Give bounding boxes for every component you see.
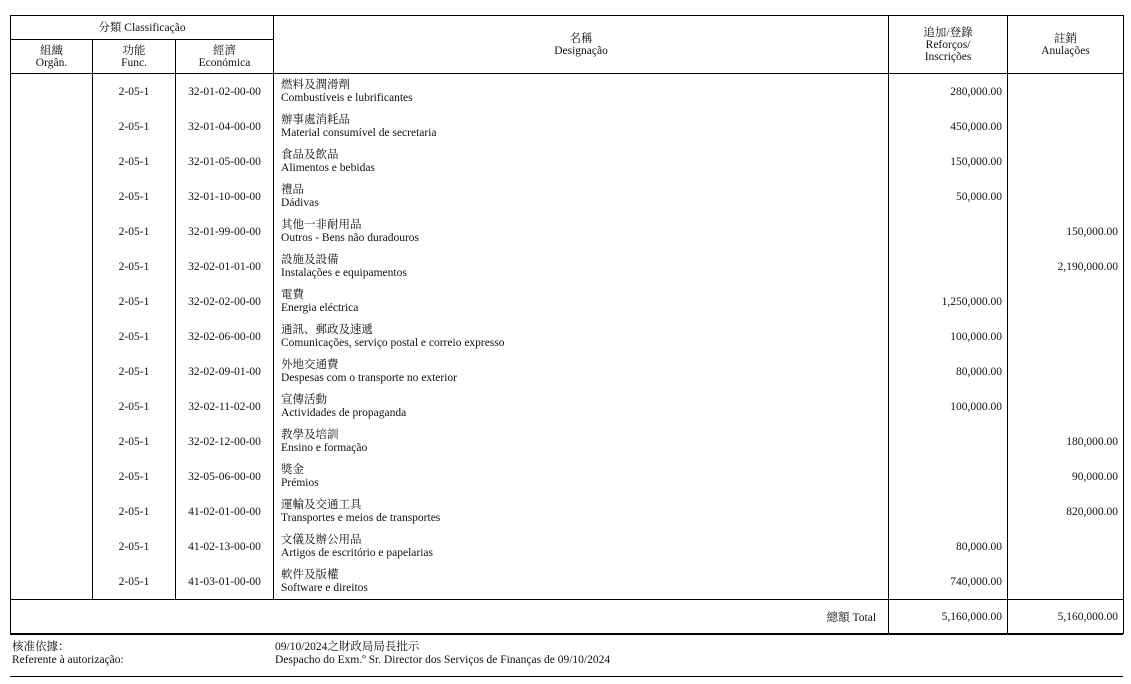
designation-cell <box>274 494 889 529</box>
function-code: 2-05-1 <box>93 144 176 179</box>
economic-code: 32-02-06-00-00 <box>176 319 274 354</box>
designation-header-zh: 名稱 <box>569 32 593 45</box>
designation-pt: Outros - Bens não duradouros <box>281 231 419 244</box>
organ-cell <box>11 319 93 354</box>
economic-code: 32-01-10-00-00 <box>176 179 274 214</box>
economic-code: 32-05-06-00-00 <box>176 459 274 494</box>
function-code: 2-05-1 <box>93 284 176 319</box>
annulment-header <box>1008 16 1124 74</box>
economic-code: 41-02-13-00-00 <box>176 529 274 564</box>
annulment-value: 820,000.00 <box>1008 494 1124 529</box>
reinforcement-value: 80,000.00 <box>889 529 1008 564</box>
total-row <box>11 600 1124 634</box>
annulment-value: 2,190,000.00 <box>1008 249 1124 284</box>
designation-cell <box>274 284 889 319</box>
function-code: 2-05-1 <box>93 354 176 389</box>
designation-cell <box>274 109 889 144</box>
organ-header <box>11 40 93 74</box>
function-header <box>93 40 176 74</box>
table-row <box>11 74 1124 110</box>
designation-cell <box>274 389 889 424</box>
economic-code: 32-02-09-01-00 <box>176 354 274 389</box>
economic-code: 32-02-11-02-00 <box>176 389 274 424</box>
reinforcement-header-zh: 追加/登錄 <box>923 26 973 39</box>
designation-pt: Artigos de escritório e papelarias <box>281 546 434 559</box>
designation-zh: 電費 <box>281 289 305 301</box>
function-code: 2-05-1 <box>93 179 176 214</box>
annulment-value <box>1008 74 1124 110</box>
authorization-dispatch-zh: 09/10/2024之財政局局長批示 <box>275 641 420 653</box>
reinforcement-header <box>889 16 1008 74</box>
reinforcement-value: 150,000.00 <box>889 144 1008 179</box>
reinforcement-value: 50,000.00 <box>889 179 1008 214</box>
reinforcement-value <box>889 214 1008 249</box>
designation-header-pt: Designação <box>554 44 608 57</box>
designation-cell <box>274 459 889 494</box>
annulment-header-pt: Anulações <box>1041 44 1090 57</box>
organ-cell <box>11 494 93 529</box>
table-row <box>11 109 1124 144</box>
designation-cell <box>274 144 889 179</box>
table-body <box>11 74 1124 600</box>
function-code: 2-05-1 <box>93 249 176 284</box>
designation-pt: Comunicações, serviço postal e correio expresso <box>281 336 505 349</box>
annulment-value <box>1008 529 1124 564</box>
total-reinforcement: 5,160,000.00 <box>889 600 1008 634</box>
economic-code: 32-02-12-00-00 <box>176 424 274 459</box>
annulment-value <box>1008 179 1124 214</box>
designation-pt: Despesas com o transporte no exterior <box>281 371 457 384</box>
designation-cell <box>274 74 889 110</box>
designation-zh: 設施及設備 <box>281 254 339 266</box>
classification-header: 分類 Classificação <box>11 16 274 40</box>
annulment-value <box>1008 389 1124 424</box>
designation-zh: 食品及飲品 <box>281 149 339 161</box>
designation-zh: 獎金 <box>281 464 305 476</box>
table-row <box>11 564 1124 600</box>
reinforcement-value <box>889 459 1008 494</box>
total-label: 總額 Total <box>11 600 889 634</box>
reinforcement-header-pt1: Reforços/ <box>925 38 971 51</box>
reinforcement-value: 280,000.00 <box>889 74 1008 110</box>
function-header-zh: 功能 <box>122 44 146 57</box>
designation-zh: 文儀及辦公用品 <box>281 534 362 546</box>
organ-cell <box>11 284 93 319</box>
annulment-value <box>1008 354 1124 389</box>
table-row <box>11 354 1124 389</box>
reinforcement-value: 100,000.00 <box>889 319 1008 354</box>
function-code: 2-05-1 <box>93 424 176 459</box>
table-row <box>11 214 1124 249</box>
designation-pt: Ensino e formação <box>281 441 368 454</box>
designation-zh: 宣傳活動 <box>281 394 328 406</box>
organ-cell <box>11 109 93 144</box>
authorization-label-zh: 核准依據： <box>12 641 70 653</box>
organ-cell <box>11 424 93 459</box>
reinforcement-value <box>889 494 1008 529</box>
authorization-label-pt: Referente à autorização: <box>12 654 124 666</box>
authorization-label <box>12 641 124 667</box>
designation-zh: 通訊、郵政及速遞 <box>281 324 374 336</box>
designation-zh: 其他一非耐用品 <box>281 219 362 231</box>
function-code: 2-05-1 <box>93 564 176 600</box>
organ-header-pt: Orgân. <box>35 56 68 69</box>
organ-cell <box>11 529 93 564</box>
designation-zh: 軟件及版權 <box>281 569 339 581</box>
designation-pt: Prémios <box>281 476 319 489</box>
budget-table <box>10 15 1124 634</box>
reinforcement-header-pt2: Inscrições <box>924 50 972 63</box>
designation-cell <box>274 529 889 564</box>
organ-cell <box>11 144 93 179</box>
designation-zh: 辦事處消耗品 <box>281 114 351 126</box>
function-code: 2-05-1 <box>93 319 176 354</box>
table-row <box>11 529 1124 564</box>
reinforcement-value: 100,000.00 <box>889 389 1008 424</box>
reinforcement-value: 740,000.00 <box>889 564 1008 600</box>
designation-header <box>274 16 889 74</box>
annulment-value <box>1008 144 1124 179</box>
designation-pt: Alimentos e bebidas <box>281 161 375 174</box>
annulment-value <box>1008 284 1124 319</box>
function-code: 2-05-1 <box>93 494 176 529</box>
designation-zh: 燃料及潤滑劑 <box>281 79 351 91</box>
reinforcement-value: 450,000.00 <box>889 109 1008 144</box>
table-row <box>11 389 1124 424</box>
designation-cell <box>274 214 889 249</box>
reinforcement-value: 1,250,000.00 <box>889 284 1008 319</box>
reinforcement-value <box>889 249 1008 284</box>
reinforcement-value: 80,000.00 <box>889 354 1008 389</box>
designation-cell <box>274 424 889 459</box>
economic-code: 32-01-02-00-00 <box>176 74 274 110</box>
authorization-dispatch <box>275 641 610 667</box>
annulment-value <box>1008 319 1124 354</box>
organ-cell <box>11 179 93 214</box>
designation-zh: 運輸及交通工具 <box>281 499 362 511</box>
designation-pt: Instalações e equipamentos <box>281 266 407 279</box>
table-row <box>11 424 1124 459</box>
designation-cell <box>274 354 889 389</box>
designation-zh: 禮品 <box>281 184 305 196</box>
function-code: 2-05-1 <box>93 214 176 249</box>
economic-code: 32-02-02-00-00 <box>176 284 274 319</box>
designation-pt: Combustíveis e lubrificantes <box>281 91 413 104</box>
organ-cell <box>11 214 93 249</box>
annulment-header-zh: 註銷 <box>1054 32 1078 45</box>
designation-pt: Dádivas <box>281 196 319 209</box>
designation-pt: Energia eléctrica <box>281 301 359 314</box>
organ-cell <box>11 74 93 110</box>
function-code: 2-05-1 <box>93 389 176 424</box>
function-header-pt: Func. <box>121 56 147 69</box>
function-code: 2-05-1 <box>93 109 176 144</box>
total-annulment: 5,160,000.00 <box>1008 600 1124 634</box>
table-row <box>11 179 1124 214</box>
economic-header-zh: 經濟 <box>213 44 236 57</box>
economic-code: 32-01-05-00-00 <box>176 144 274 179</box>
economic-code: 32-01-04-00-00 <box>176 109 274 144</box>
designation-zh: 教學及培訓 <box>281 429 339 441</box>
table-row <box>11 459 1124 494</box>
organ-header-zh: 組織 <box>40 44 63 57</box>
economic-code: 32-01-99-00-00 <box>176 214 274 249</box>
table-row <box>11 144 1124 179</box>
organ-cell <box>11 249 93 284</box>
designation-cell <box>274 249 889 284</box>
designation-cell <box>274 179 889 214</box>
annulment-value: 90,000.00 <box>1008 459 1124 494</box>
reinforcement-value <box>889 424 1008 459</box>
table-row <box>11 284 1124 319</box>
designation-pt: Actividades de propaganda <box>281 406 407 419</box>
authorization-dispatch-pt: Despacho do Exm.º Sr. Director dos Serviços de Finanças de 09/10/2024 <box>275 654 611 666</box>
economic-header <box>176 40 274 74</box>
function-code: 2-05-1 <box>93 529 176 564</box>
function-code: 2-05-1 <box>93 74 176 110</box>
designation-pt: Material consumível de secretaria <box>281 126 437 139</box>
designation-cell <box>274 319 889 354</box>
economic-code: 41-02-01-00-00 <box>176 494 274 529</box>
annulment-value: 180,000.00 <box>1008 424 1124 459</box>
table-row <box>11 494 1124 529</box>
economic-code: 32-02-01-01-00 <box>176 249 274 284</box>
designation-cell <box>274 564 889 600</box>
designation-pt: Software e direitos <box>281 581 368 594</box>
organ-cell <box>11 459 93 494</box>
designation-zh: 外地交通費 <box>281 359 339 371</box>
annulment-value <box>1008 109 1124 144</box>
function-code: 2-05-1 <box>93 459 176 494</box>
economic-header-pt: Económica <box>198 56 251 69</box>
organ-cell <box>11 354 93 389</box>
organ-cell <box>11 389 93 424</box>
designation-pt: Transportes e meios de transportes <box>281 511 441 524</box>
economic-code: 41-03-01-00-00 <box>176 564 274 600</box>
table-row <box>11 319 1124 354</box>
table-row <box>11 249 1124 284</box>
organ-cell <box>11 564 93 600</box>
annulment-value <box>1008 564 1124 600</box>
authorization-footer <box>10 634 1123 677</box>
annulment-value: 150,000.00 <box>1008 214 1124 249</box>
